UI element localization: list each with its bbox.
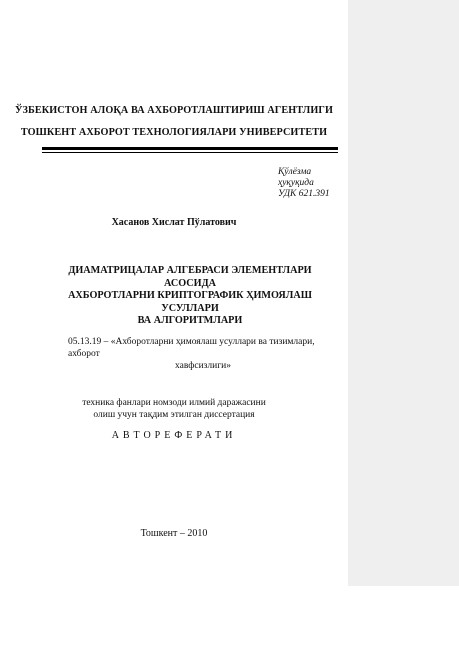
title-line-2: АХБОРОТЛАРНИ КРИПТОГРАФИК ҲИМОЯЛАШ УСУЛЛАРИ (68, 290, 312, 314)
header-rule-thin (42, 152, 338, 153)
specialty-line-2: хавфсизлиги» (175, 361, 231, 371)
university-name: ТОШКЕНТ АХБОРОТ ТЕХНОЛОГИЯЛАРИ УНИВЕРСИТЕТИ (20, 127, 328, 138)
specialty-line-1: 05.13.19 – «Ахборотларни ҳимоялаш усуллари ва тизимлари, ахборот (68, 337, 315, 359)
rights-label: Қўлёзма ҳуқуқида (278, 167, 314, 188)
dissertation-title (52, 265, 328, 328)
udc-code: УДК 621.391 (278, 189, 330, 199)
manuscript-rights (278, 167, 348, 200)
sidebar-panel (348, 0, 459, 586)
title-line-3: ВА АЛГОРИТМЛАРИ (137, 315, 243, 326)
degree-statement (0, 398, 348, 421)
author-name: Хасанов Хислат Пўлатович (111, 217, 237, 228)
agency-name: ЎЗБЕКИСТОН АЛОҚА ВА АХБОРОТЛАШТИРИШ АГЕНТЛИГИ (14, 105, 333, 116)
title-line-1: ДИАМАТРИЦАЛАР АЛГЕБРАСИ ЭЛЕМЕНТЛАРИ АСОСИДА (68, 265, 312, 289)
degree-line-1: техника фанлари номзоди илмий даражасини (82, 398, 266, 408)
specialty (68, 336, 338, 372)
document-type: АВТОРЕФЕРАТИ (111, 430, 237, 441)
place-year: Тошкент – 2010 (140, 528, 208, 539)
header-rule-thick (42, 147, 338, 150)
degree-line-2: олиш учун тақдим этилган диссертация (93, 409, 255, 420)
